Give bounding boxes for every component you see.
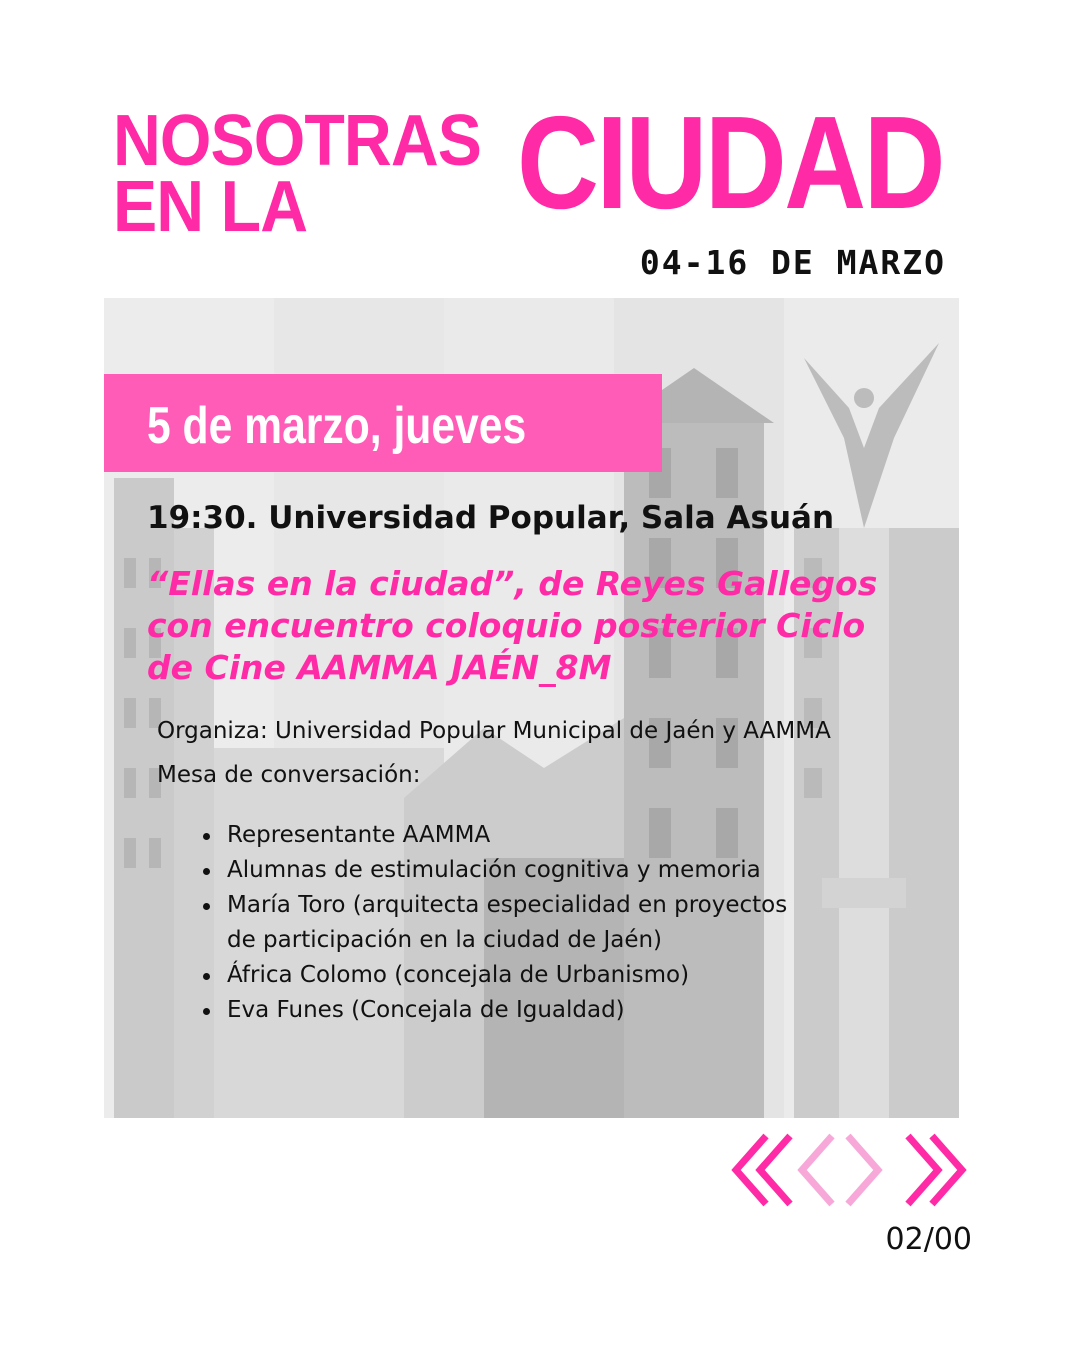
title-line-2: EN LA	[113, 167, 308, 247]
title-nosotras-en-la	[113, 101, 482, 247]
page-number: 02/00	[885, 1222, 972, 1257]
event-dates: 04-16 DE MARZO	[639, 243, 946, 282]
speaker-item-line: de participación en la ciudad de Jaén)	[227, 927, 663, 953]
day-label: 5 de marzo, jueves	[147, 397, 527, 455]
event-title-line: de Cine AAMMA JAÉN_8M	[147, 648, 612, 687]
event-title-line: “Ellas en la ciudad”, de Reyes Gallegos	[147, 564, 878, 603]
speaker-item: Eva Funes (Concejala de Igualdad)	[200, 993, 787, 1028]
event-time-place: 19:30. Universidad Popular, Sala Asuán	[147, 500, 835, 536]
title-line-1: NOSOTRAS	[113, 101, 482, 181]
speaker-item: Representante AAMMA	[200, 818, 787, 853]
panel-label: Mesa de conversación:	[157, 762, 421, 788]
speaker-item	[200, 888, 787, 958]
title-ciudad: CIUDAD	[517, 89, 943, 236]
speaker-item-line: María Toro (arquitecta especialidad en proyectos	[227, 892, 788, 918]
day-banner	[104, 374, 662, 472]
speaker-item: Alumnas de estimulación cognitiva y memoria	[200, 853, 787, 888]
event-title	[147, 563, 927, 689]
chevrons-icon[interactable]	[728, 1130, 973, 1215]
speaker-list	[200, 818, 787, 1028]
organizer-text: Organiza: Universidad Popular Municipal de Jaén y AAMMA	[157, 718, 831, 744]
event-title-line: con encuentro coloquio posterior Ciclo	[147, 606, 866, 645]
speaker-item: África Colomo (concejala de Urbanismo)	[200, 958, 787, 993]
